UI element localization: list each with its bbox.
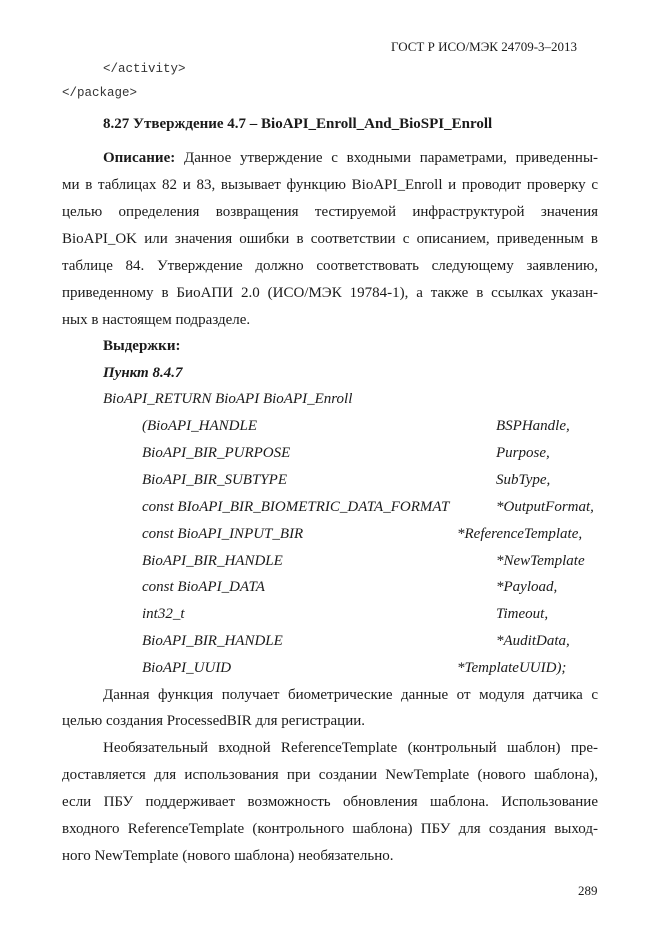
description-line-1: Описание: Данное утверждение с входными параметрами, приведенны-: [103, 150, 599, 166]
param-type: const BioAPI_DATA: [142, 579, 265, 595]
param-type: const BIoAPI_BIR_BIOMETRIC_DATA_FORMAT: [142, 499, 450, 515]
param-type: (BioAPI_HANDLE: [142, 418, 257, 434]
param-type: BioAPI_UUID: [142, 660, 232, 676]
para3-line-4: входного ReferenceTemplate (контрольного шаблона) ПБУ для создания выход-: [62, 821, 598, 837]
clause-reference: Пункт 8.4.7: [103, 365, 183, 381]
description-line-2: ми в таблицах 82 и 83, вызывает функцию BioAPI_Enroll и проводит проверку с: [62, 177, 598, 193]
signature-head: BioAPI_RETURN BioAPI BioAPI_Enroll: [103, 391, 353, 407]
param-name: *ReferenceTemplate,: [457, 526, 583, 542]
para3-line-2: доставляется для использования при создании NewTemplate (нового шаблона),: [62, 767, 598, 783]
para2-line-1: Данная функция получает биометрические данные от модуля датчика с: [103, 687, 598, 703]
standard-header: ГОСТ Р ИСО/МЭК 24709-3–2013: [391, 39, 578, 54]
param-name: *AuditData,: [496, 633, 570, 649]
param-name: SubType,: [496, 472, 551, 488]
excerpts-label: Выдержки:: [103, 338, 181, 354]
para3-line-5: ного NewTemplate (нового шаблона) необязательно.: [62, 848, 394, 864]
para3-line-1: Необязательный входной ReferenceTemplate (контрольный шаблон) пре-: [103, 740, 598, 756]
param-name: *TemplateUUID);: [457, 660, 567, 676]
description-line-4: BioAPI_OK или значения ошибки в соответствии с описанием, приведенным в: [62, 231, 598, 247]
description-line-5: таблице 84. Утверждение должно соответствовать следующему заявлению,: [62, 258, 598, 274]
param-name: *OutputFormat,: [496, 499, 594, 515]
description-line-3: целью определения возвращения тестируемой инфраструктурой значения: [62, 204, 598, 220]
page-number: 289: [578, 883, 598, 898]
param-type: const BioAPI_INPUT_BIR: [142, 526, 304, 542]
code-line-activity: </activity>: [103, 62, 186, 76]
param-name: BSPHandle,: [496, 418, 570, 434]
para2-line-2: целью создания ProcessedBIR для регистрации.: [62, 713, 366, 729]
param-type: BioAPI_BIR_PURPOSE: [142, 445, 291, 461]
para3-line-3: если ПБУ поддерживает возможность обновления шаблона. Использование: [62, 794, 598, 810]
description-line-7: ных в настоящем подразделе.: [62, 312, 251, 328]
param-type: BioAPI_BIR_SUBTYPE: [142, 472, 287, 488]
param-name: *NewTemplate: [496, 553, 585, 569]
param-type: BioAPI_BIR_HANDLE: [142, 633, 283, 649]
section-title-text: 8.27 Утверждение 4.7 – BioAPI_Enroll_And_BioSPI_Enroll: [103, 116, 493, 132]
param-name: Purpose,: [496, 445, 550, 461]
param-name: *Payload,: [496, 579, 558, 595]
param-type: int32_t: [142, 606, 185, 622]
description-label: Описание:: [103, 150, 176, 166]
description-line-6: приведенному в БиоАПИ 2.0 (ИСО/МЭК 19784-1), а также в ссылках указан-: [62, 285, 598, 301]
section-title: [103, 116, 492, 133]
param-type: BioAPI_BIR_HANDLE: [142, 553, 283, 569]
code-line-package: </package>: [62, 86, 138, 100]
param-name: Timeout,: [496, 606, 549, 622]
